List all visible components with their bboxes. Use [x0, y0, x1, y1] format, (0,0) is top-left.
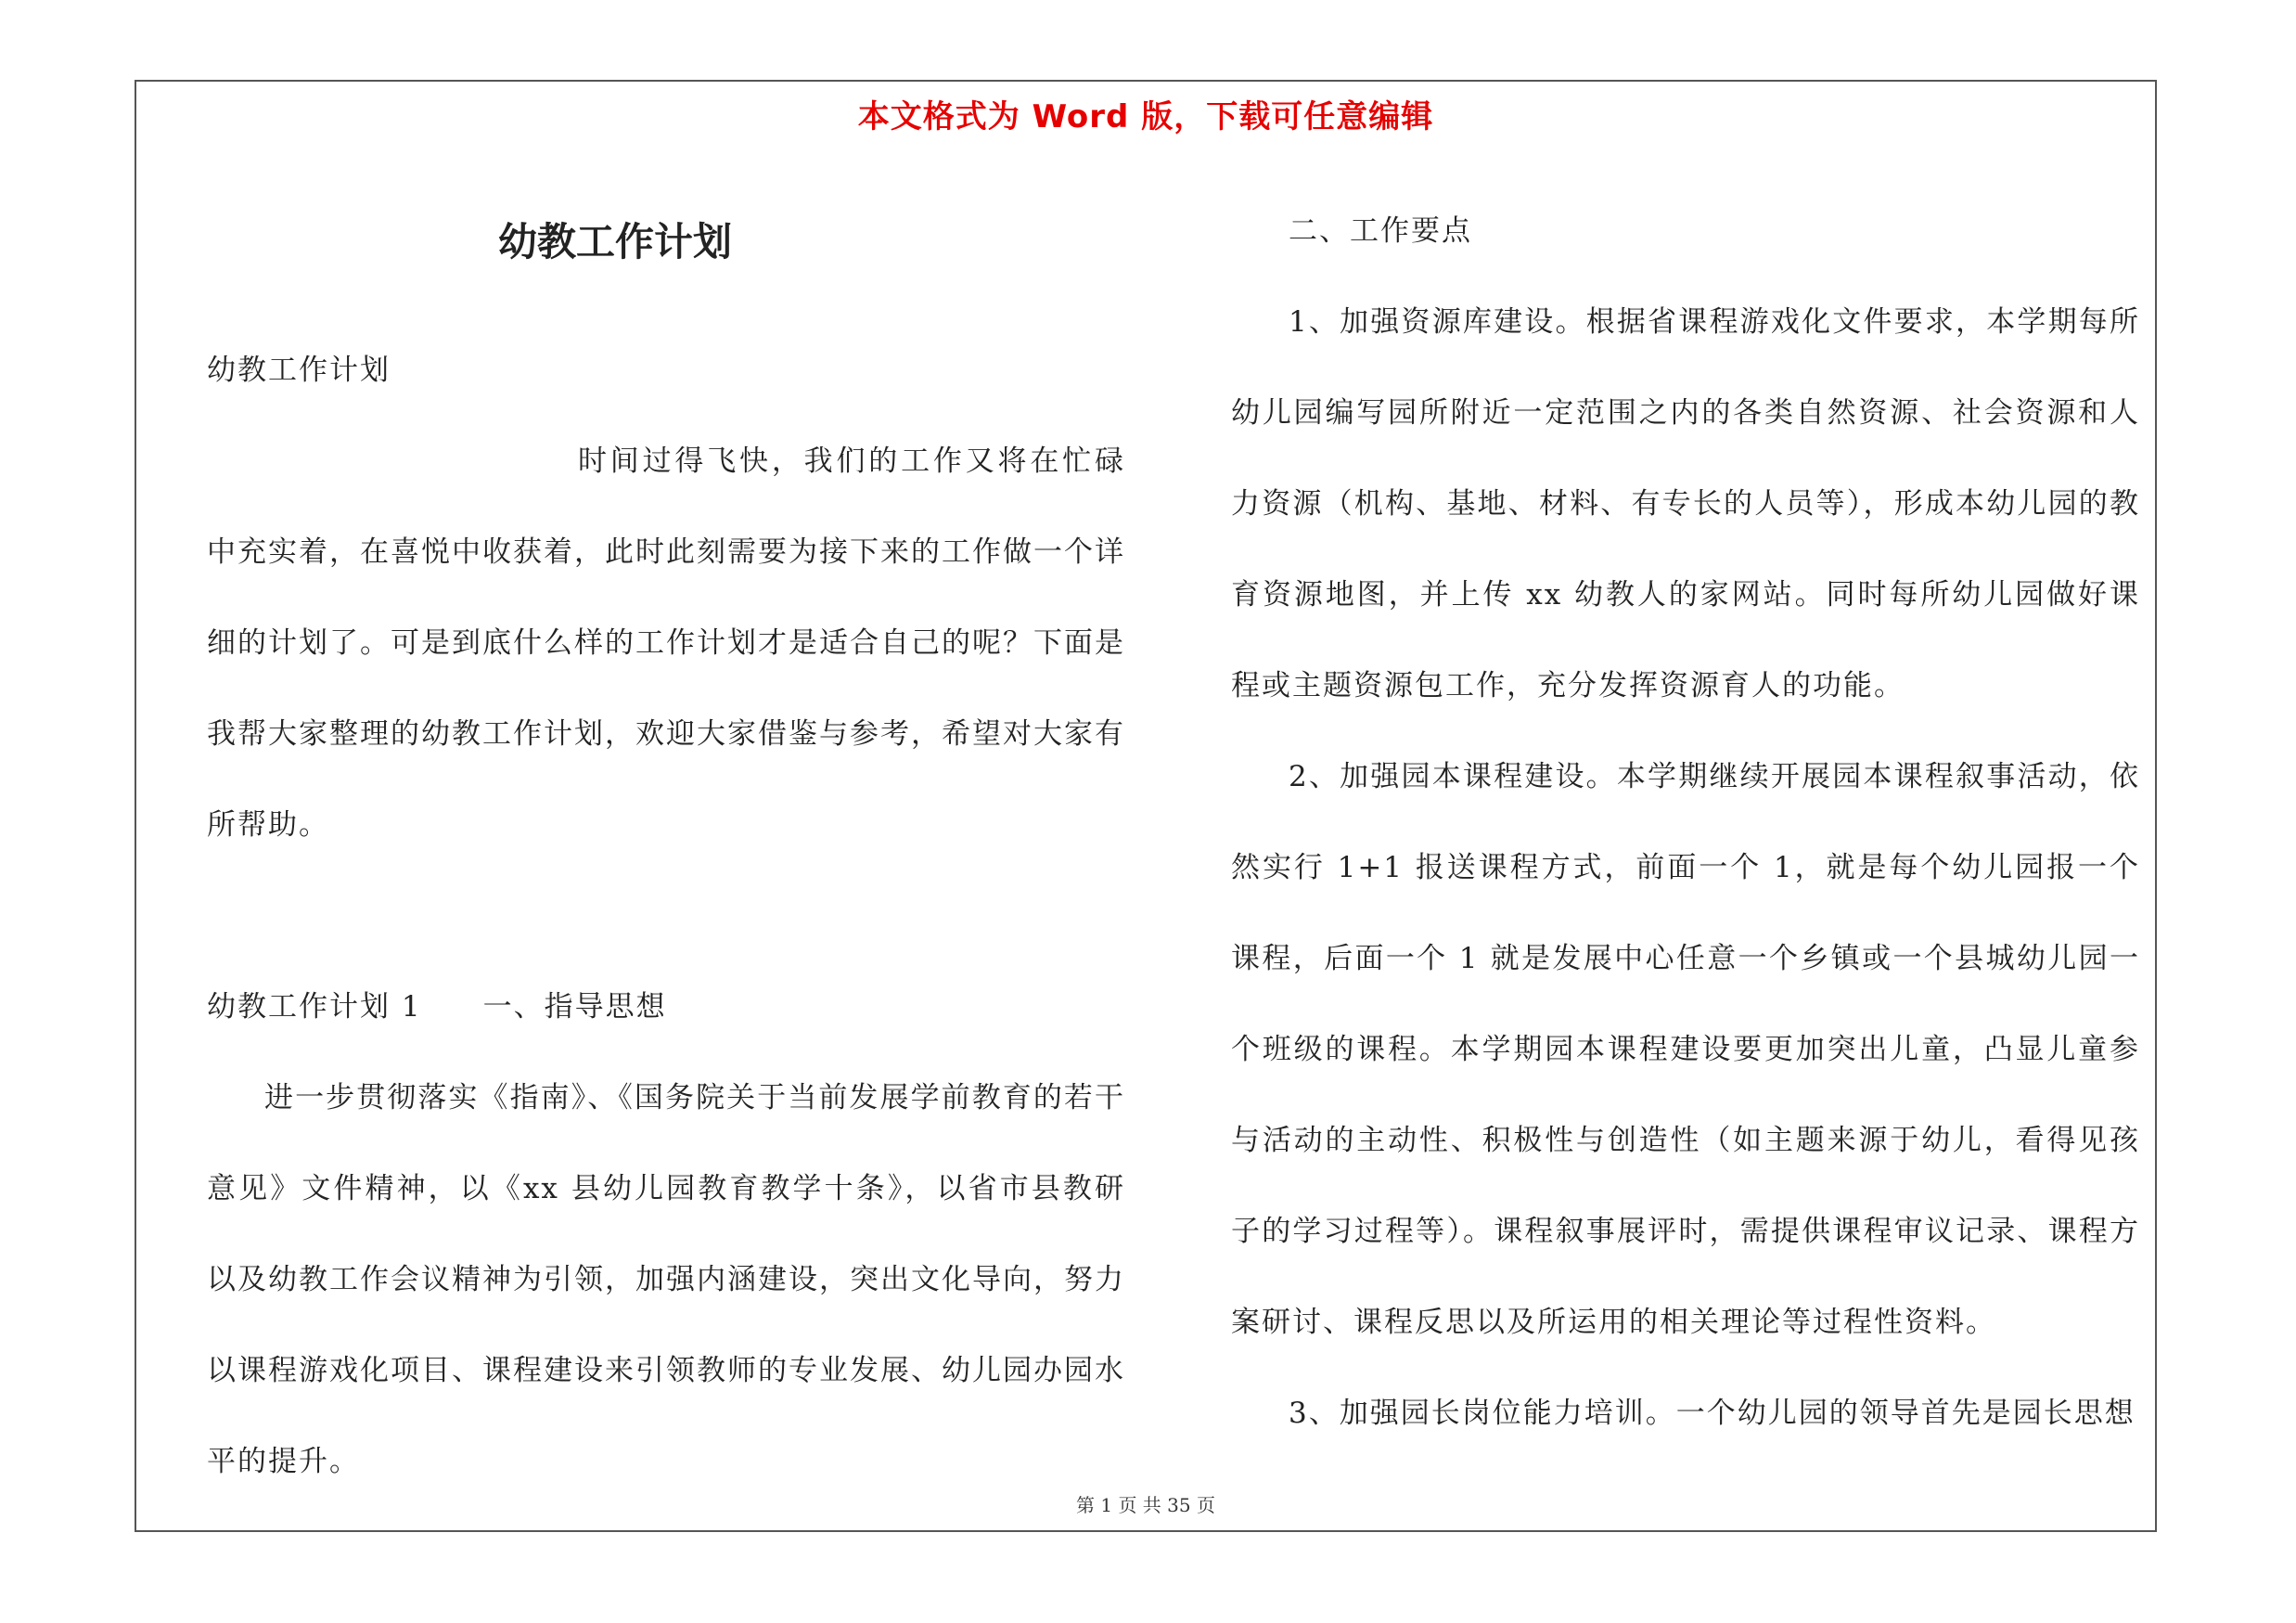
- subtitle: 幼教工作计划: [207, 354, 391, 387]
- document-page: [135, 80, 2157, 1532]
- page-footer: 第 1 页 共 35 页: [1076, 1494, 1215, 1516]
- right-column: [1231, 186, 2140, 1459]
- point-3-paragraph: 3、加强园长岗位能力培训。一个幼儿园的领导首先是园长思想: [1289, 1397, 2136, 1430]
- document-title: 幼教工作计划: [497, 219, 732, 264]
- point-2-paragraph: 2、加强园本课程建设。本学期继续开展园本课程叙事活动，依然实行 1+1 报送课程方式，前面一个 1，就是每个幼儿园报一个课程，后面一个 1 就是发展中心任意一个乡镇或一个县城幼儿园一个班级的课程。本学期园本课程建设要更加突出儿童，凸显儿童参与活动的主动性、积极性与创造性（如主题来源于幼儿，看得见孩子的学习过程等）。课程叙事展评时，需提供课程审议记录、课程方案研讨、课程反思以及所运用的相关理论等过程性资料。: [1231, 760, 2140, 1339]
- work-points-heading: 二、工作要点: [1289, 214, 1472, 248]
- guiding-paragraph: 进一步贯彻落实《指南》、《国务院关于当前发展学前教育的若干意见》文件精神，以《xx 县幼儿园教育教学十条》，以省市县教研以及幼教工作会议精神为引领，加强内涵建设，突出文化导向，努力以课程游戏化项目、课程建设来引领教师的专业发展、幼儿园办园水平的提升。: [207, 1081, 1125, 1478]
- point-1-paragraph: 1、加强资源库建设。根据省课程游戏化文件要求，本学期每所幼儿园编写园所附近一定范围之内的各类自然资源、社会资源和人力资源（机构、基地、材料、有专长的人员等），形成本幼儿园的教育资源地图，并上传 xx 幼教人的家网站。同时每所幼儿园做好课程或主题资源包工作，充分发挥资源育人的功能。: [1231, 305, 2140, 702]
- word-format-banner: 本文格式为 Word 版，下载可任意编辑: [857, 98, 1434, 135]
- spacer: [207, 870, 1125, 961]
- section-heading: 幼教工作计划 1 一、指导思想: [207, 990, 667, 1024]
- intro-paragraph: 时间过得飞快，我们的工作又将在忙碌中充实着，在喜悦中收获着，此时此刻需要为接下来的工作做一个详细的计划了。可是到底什么样的工作计划才是适合自己的呢？下面是我帮大家整理的幼教工作计划，欢迎大家借鉴与参考，希望对大家有所帮助。: [207, 444, 1125, 842]
- left-column: [207, 212, 1125, 1507]
